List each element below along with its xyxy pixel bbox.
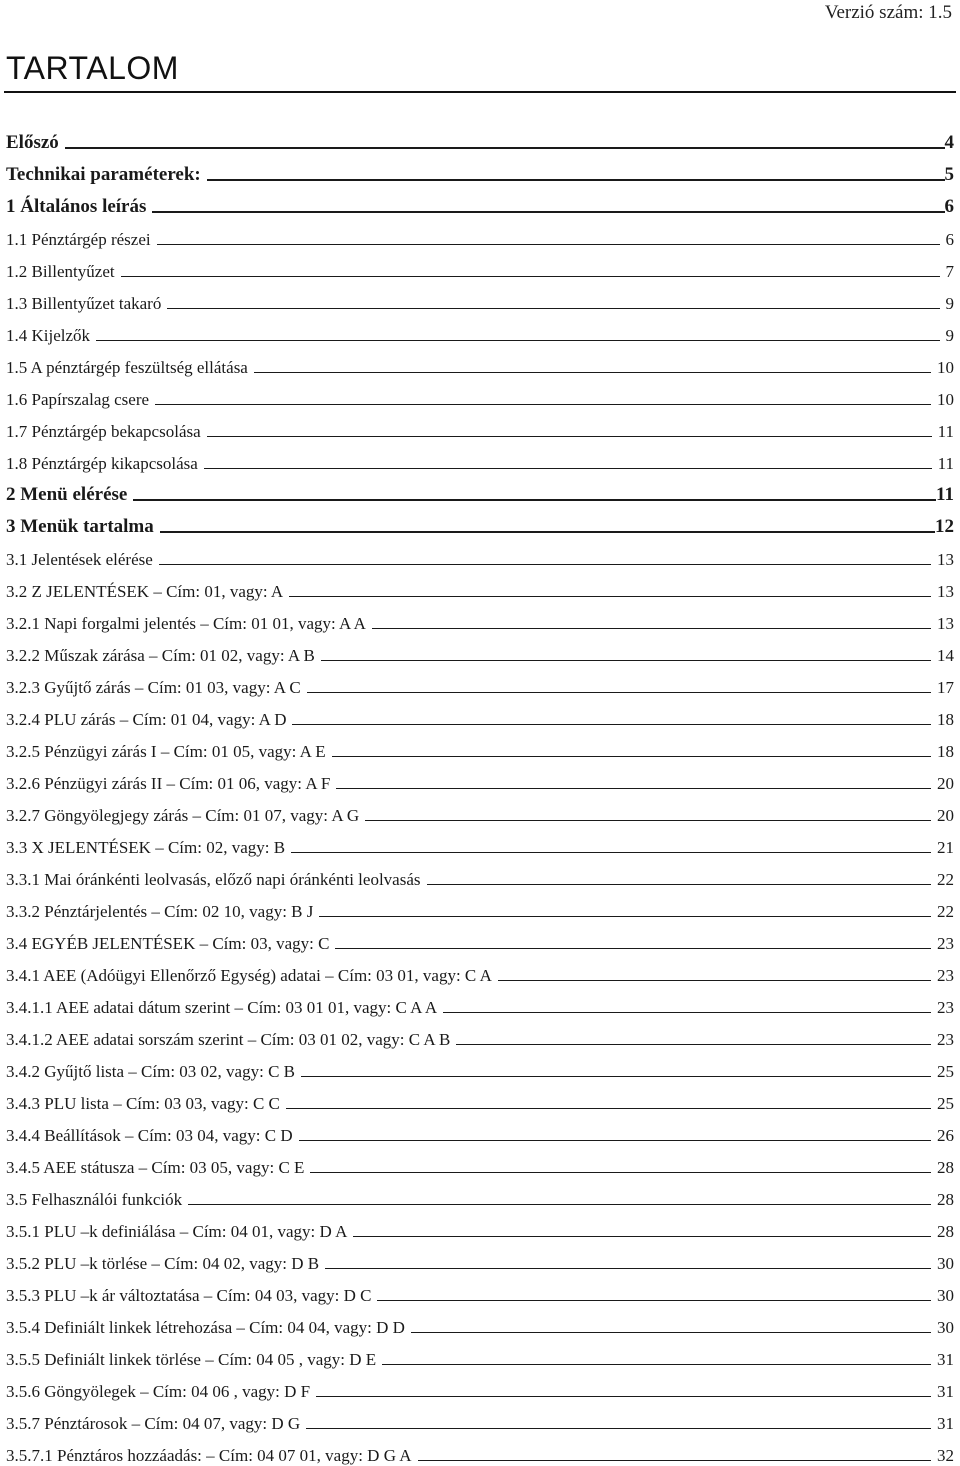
toc-entry-label: 3.4.3 PLU lista – Cím: 03 03, vagy: C C <box>6 1094 280 1113</box>
toc-entry-label: 1.6 Papírszalag csere <box>6 390 150 409</box>
toc-entry-label: 3.1 Jelentések elérése <box>6 550 153 569</box>
toc-entry[interactable] <box>6 1178 954 1210</box>
toc-leader-line <box>321 660 931 661</box>
toc-entry-label: 3.2.3 Gyűjtő zárás – Cím: 01 03, vagy: A C <box>6 678 301 697</box>
toc-entry[interactable] <box>6 922 954 954</box>
toc-page-number: 31 <box>937 1382 954 1401</box>
toc-entry-label: 3.4.1.2 AEE adatai sorszám szerint – Cím: 03 01 02, vagy: C A B <box>6 1030 451 1049</box>
toc-entry-label: 3.3 X JELENTÉSEK – Cím: 02, vagy: B <box>6 838 286 857</box>
toc-leader-line <box>325 1268 931 1269</box>
toc-entry-label: 1.8 Pénztárgép kikapcsolása <box>6 454 198 473</box>
toc-entry[interactable] <box>6 1402 954 1434</box>
toc-leader-line <box>427 884 932 885</box>
toc-page-number: 5 <box>944 164 954 185</box>
toc-leader-line <box>301 1076 931 1077</box>
toc-leader-line <box>188 1204 931 1205</box>
toc-page-number: 28 <box>937 1190 954 1209</box>
toc-leader-line <box>152 211 944 213</box>
toc-entry-label: 3.3.1 Mai óránkénti leolvasás, előző napi óránkénti leolvasás <box>6 870 421 889</box>
toc-page-number: 10 <box>937 390 954 409</box>
toc-entry[interactable] <box>6 1370 954 1402</box>
toc-entry-label: 3.5.5 Definiált linkek törlése – Cím: 04 05 , vagy: D E <box>6 1350 377 1369</box>
toc-leader-line <box>316 1396 931 1397</box>
toc-entry-label: 1 Általános leírás <box>6 196 147 217</box>
toc-page-number: 20 <box>937 774 954 793</box>
toc-page-number: 11 <box>937 454 954 473</box>
toc-entry[interactable] <box>6 1050 954 1082</box>
toc-entry[interactable] <box>6 986 954 1018</box>
toc-leader-line <box>307 692 931 693</box>
toc-entry-label: 3.5.2 PLU –k törlése – Cím: 04 02, vagy: D B <box>6 1254 320 1273</box>
toc-page-number: 4 <box>944 132 954 153</box>
toc-leader-line <box>291 852 931 853</box>
toc-entry-label: 3.3.2 Pénztárjelentés – Cím: 02 10, vagy: B J <box>6 902 314 921</box>
toc-leader-line <box>353 1236 931 1237</box>
toc-leader-line <box>365 820 931 821</box>
toc-leader-line <box>372 628 931 629</box>
toc-entry[interactable] <box>6 826 954 858</box>
toc-entry[interactable] <box>6 1018 954 1050</box>
toc-entry-label: 3.4 EGYÉB JELENTÉSEK – Cím: 03, vagy: C <box>6 934 330 953</box>
toc-leader-line <box>65 147 945 149</box>
toc-leader-line <box>382 1364 931 1365</box>
toc-leader-line <box>96 340 939 341</box>
toc-entry[interactable] <box>6 698 954 730</box>
toc-entry-label: 3.5.3 PLU –k ár változtatása – Cím: 04 03, vagy: D C <box>6 1286 372 1305</box>
toc-entry[interactable] <box>6 794 954 826</box>
toc-page-number: 28 <box>937 1222 954 1241</box>
toc-leader-line <box>207 179 945 181</box>
toc-page-number: 6 <box>945 230 954 249</box>
toc-entry-label: 3.2.5 Pénzügyi zárás I – Cím: 01 05, vagy: A E <box>6 742 326 761</box>
toc-leader-line <box>155 404 931 405</box>
toc-page-number: 30 <box>937 1318 954 1337</box>
toc-leader-line <box>121 276 940 277</box>
toc-entry[interactable] <box>6 1210 954 1242</box>
toc-entry[interactable] <box>6 1242 954 1274</box>
toc-entry[interactable] <box>6 858 954 890</box>
toc-page-number: 10 <box>937 358 954 377</box>
toc-entry[interactable] <box>6 954 954 986</box>
toc-entry-label: 3.4.5 AEE státusza – Cím: 03 05, vagy: C E <box>6 1158 305 1177</box>
toc-entry-label: 3.4.1 AEE (Adóügyi Ellenőrző Egység) adatai – Cím: 03 01, vagy: C A <box>6 966 492 985</box>
toc-entry[interactable] <box>6 186 954 218</box>
toc-entry[interactable] <box>6 346 954 378</box>
toc-page-number: 11 <box>937 422 954 441</box>
toc-entry-label: 1.4 Kijelzők <box>6 326 91 345</box>
toc-page-number: 13 <box>937 582 954 601</box>
toc-leader-line <box>159 564 931 565</box>
toc-leader-line <box>292 724 931 725</box>
toc-entry[interactable] <box>6 634 954 666</box>
toc-entry-label: 3.5 Felhasználói funkciók <box>6 1190 183 1209</box>
toc-page-number: 32 <box>937 1446 954 1465</box>
toc-entry[interactable] <box>6 314 954 346</box>
toc-entry-label: 3.5.4 Definiált linkek létrehozása – Cím: 04 04, vagy: D D <box>6 1318 405 1337</box>
toc-entry[interactable] <box>6 1306 954 1338</box>
toc-entry-label: 3.2.7 Göngyölegjegy zárás – Cím: 01 07, vagy: A G <box>6 806 360 825</box>
toc-entry[interactable] <box>6 730 954 762</box>
toc-entry[interactable] <box>6 762 954 794</box>
toc-leader-line <box>498 980 931 981</box>
toc-entry[interactable] <box>6 1082 954 1114</box>
toc-leader-line <box>443 1012 931 1013</box>
toc-entry[interactable] <box>6 282 954 314</box>
version-label: Verzió szám: 1.5 <box>824 2 952 23</box>
toc-entry-label: 1.3 Billentyűzet takaró <box>6 294 162 313</box>
toc-entry[interactable] <box>6 1274 954 1306</box>
toc-entry-label: 3.2.6 Pénzügyi zárás II – Cím: 01 06, vagy: A F <box>6 774 331 793</box>
toc-entry-label: 3.4.1.1 AEE adatai dátum szerint – Cím: 03 01 01, vagy: C A A <box>6 998 438 1017</box>
toc-leader-line <box>336 788 931 789</box>
toc-entry[interactable] <box>6 250 954 282</box>
toc-page-number: 26 <box>937 1126 954 1145</box>
toc-leader-line <box>204 468 932 469</box>
toc-entry[interactable] <box>6 570 954 602</box>
toc-page-number: 17 <box>937 678 954 697</box>
toc-entry-label: 3.2.4 PLU zárás – Cím: 01 04, vagy: A D <box>6 710 287 729</box>
toc-page-number: 23 <box>937 1030 954 1049</box>
toc-page-number: 6 <box>944 196 954 217</box>
toc-leader-line <box>456 1044 931 1045</box>
toc-leader-line <box>319 916 931 917</box>
toc-page-number: 25 <box>937 1094 954 1113</box>
toc-leader-line <box>254 372 931 373</box>
toc-page-number: 23 <box>937 934 954 953</box>
toc-leader-line <box>289 596 931 597</box>
toc-page-number: 31 <box>937 1350 954 1369</box>
toc-entry[interactable] <box>6 1146 954 1178</box>
toc-page-number: 28 <box>937 1158 954 1177</box>
toc-page-number: 18 <box>937 742 954 761</box>
toc-leader-line <box>418 1460 931 1461</box>
toc-entry-label: 3.5.7.1 Pénztáros hozzáadás: – Cím: 04 07 01, vagy: D G A <box>6 1446 412 1465</box>
toc-entry-label: 2 Menü elérése <box>6 484 128 505</box>
toc-page-number: 9 <box>945 294 954 313</box>
toc-page-number: 21 <box>937 838 954 857</box>
toc-entry-label: 3.4.2 Gyűjtő lista – Cím: 03 02, vagy: C B <box>6 1062 296 1081</box>
toc-entry[interactable] <box>6 1434 954 1466</box>
toc-page-number: 20 <box>937 806 954 825</box>
toc-leader-line <box>167 308 939 309</box>
toc-entry[interactable] <box>6 442 954 474</box>
toc-page-number: 9 <box>945 326 954 345</box>
toc-page-number: 30 <box>937 1254 954 1273</box>
toc-leader-line <box>207 436 932 437</box>
title-rule <box>4 91 956 93</box>
toc-page-number: 31 <box>937 1414 954 1433</box>
toc-page-number: 30 <box>937 1286 954 1305</box>
toc-entry[interactable] <box>6 666 954 698</box>
toc-page-number: 13 <box>937 550 954 569</box>
toc-entry-label: 3.2.1 Napi forgalmi jelentés – Cím: 01 01, vagy: A A <box>6 614 366 633</box>
toc-page-number: 18 <box>937 710 954 729</box>
toc-leader-line <box>157 244 940 245</box>
toc-entry[interactable] <box>6 506 954 538</box>
page-title: TARTALOM <box>6 50 179 86</box>
toc-page-number: 23 <box>937 966 954 985</box>
toc-entry[interactable] <box>6 410 954 442</box>
toc-entry-label: 3.4.4 Beállítások – Cím: 03 04, vagy: C D <box>6 1126 293 1145</box>
toc-page-number: 11 <box>936 484 954 505</box>
toc-entry[interactable] <box>6 218 954 250</box>
toc-page-number: 7 <box>945 262 954 281</box>
toc-leader-line <box>299 1140 931 1141</box>
toc-page-number: 22 <box>937 902 954 921</box>
toc-leader-line <box>377 1300 931 1301</box>
toc-page-number: 25 <box>937 1062 954 1081</box>
toc-entry[interactable] <box>6 538 954 570</box>
toc-entry[interactable] <box>6 602 954 634</box>
toc-entry[interactable] <box>6 122 954 154</box>
toc-leader-line <box>335 948 931 949</box>
toc-leader-line <box>306 1428 931 1429</box>
table-of-contents <box>6 122 954 1466</box>
toc-entry-label: 1.1 Pénztárgép részei <box>6 230 151 249</box>
toc-page-number: 14 <box>937 646 954 665</box>
toc-entry[interactable] <box>6 474 954 506</box>
toc-page-number: 13 <box>937 614 954 633</box>
toc-entry-label: 3.5.7 Pénztárosok – Cím: 04 07, vagy: D G <box>6 1414 301 1433</box>
toc-entry-label: 3.2 Z JELENTÉSEK – Cím: 01, vagy: A <box>6 582 284 601</box>
toc-leader-line <box>332 756 931 757</box>
toc-entry-label: 1.7 Pénztárgép bekapcsolása <box>6 422 201 441</box>
toc-entry[interactable] <box>6 378 954 410</box>
toc-entry[interactable] <box>6 1338 954 1370</box>
toc-leader-line <box>133 499 936 501</box>
toc-entry-label: 1.2 Billentyűzet <box>6 262 115 281</box>
toc-entry-label: 3.2.2 Műszak zárása – Cím: 01 02, vagy: A B <box>6 646 315 665</box>
toc-leader-line <box>286 1108 931 1109</box>
toc-entry-label: 3.5.1 PLU –k definiálása – Cím: 04 01, vagy: D A <box>6 1222 348 1241</box>
toc-entry[interactable] <box>6 1114 954 1146</box>
toc-entry[interactable] <box>6 154 954 186</box>
toc-leader-line <box>310 1172 931 1173</box>
toc-leader-line <box>411 1332 931 1333</box>
toc-entry-label: 3 Menük tartalma <box>6 516 154 537</box>
toc-entry-label: Technikai paraméterek: <box>6 164 201 185</box>
toc-page-number: 23 <box>937 998 954 1017</box>
toc-entry[interactable] <box>6 890 954 922</box>
toc-page-number: 12 <box>935 516 954 537</box>
toc-entry-label: Előszó <box>6 132 59 153</box>
toc-page-number: 22 <box>937 870 954 889</box>
toc-entry-label: 1.5 A pénztárgép feszültség ellátása <box>6 358 248 377</box>
toc-leader-line <box>160 531 935 533</box>
toc-entry-label: 3.5.6 Göngyölegek – Cím: 04 06 , vagy: D F <box>6 1382 311 1401</box>
